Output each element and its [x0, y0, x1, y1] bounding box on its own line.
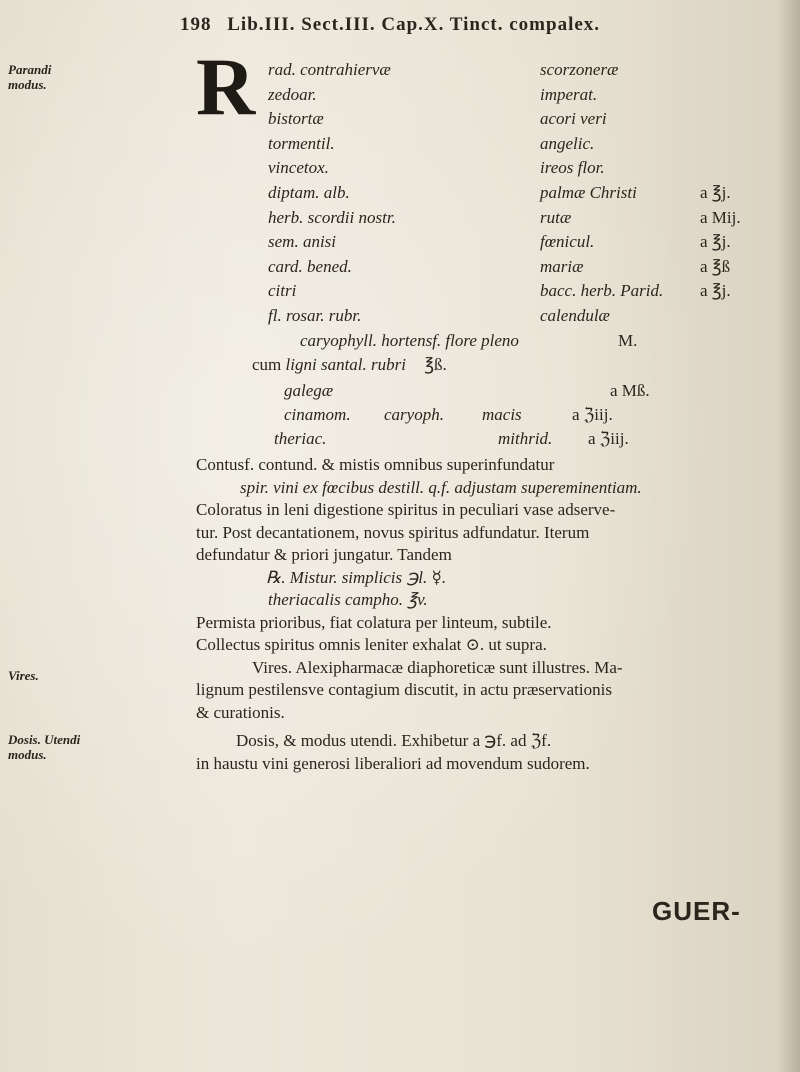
ingredient: tormentil. — [268, 133, 335, 153]
body-line: Permista prioribus, fiat colatura per linteum, subtile. — [196, 612, 552, 632]
body-line: defundatur & priori jungatur. Tandem — [196, 545, 452, 564]
recipe-qty: a ℨiij. — [588, 429, 629, 448]
ingredient: rutæ a Mij. — [540, 207, 741, 227]
ingredient-column-left — [268, 58, 396, 329]
ingredient: diptam. alb. — [268, 182, 350, 202]
ingredient: card. bened. — [268, 256, 352, 276]
recipe-line-caryoph: caryoph. — [384, 405, 444, 424]
ingredient: ireos flor. — [540, 158, 605, 178]
ingredient: fl. rosar. rubr. — [268, 305, 362, 325]
body-line: theriacalis campho. ℥v. — [268, 590, 428, 609]
body-line: Dosis, & modus utendi. Exhibetur a ℈f. ad ℨf. — [236, 731, 552, 750]
recipe-line-theriac: theriac. — [274, 429, 327, 448]
margin-note-dosis: Dosis. Utendi modus. — [8, 732, 81, 762]
body-line: lignum pestilensve contagium discutit, in actu præservationis — [196, 680, 612, 699]
body-line: spir. vini ex fœcibus destill. q.f. adjustam supereminentiam. — [240, 477, 642, 497]
body-line: Collectus spiritus omnis leniter exhalat ⊙. ut supra. — [196, 635, 547, 654]
ingredient: vincetox. — [268, 158, 329, 178]
ingredient: palmæ Christi a ℥j. — [540, 182, 731, 202]
ingredient: mariæ a ℥ß — [540, 256, 731, 276]
recipe-line-macis: macis — [482, 405, 522, 424]
margin-note-parandi: Parandi modus. — [8, 62, 52, 92]
ingredient: calendulæ — [540, 305, 610, 325]
recipe-line-mithrid: mithrid. — [498, 429, 553, 448]
body-line: tur. Post decantationem, novus spiritus adfundatur. Iterum — [196, 522, 590, 542]
page-number: 198 — [180, 14, 212, 35]
ingredient-column-right — [540, 58, 800, 329]
body-line: Coloratus in leni digestione spiritus in peculiari vase adserve- — [196, 500, 616, 519]
ingredient: bistortæ — [268, 109, 324, 129]
recipe-line-cinamom: cinamom. — [284, 405, 351, 424]
recipe-line-cum: cum ligni santal. rubri ℥ß. — [252, 355, 447, 374]
body-line: Contusf. contund. & mistis omnibus superinfundatur — [196, 455, 555, 474]
running-header — [180, 14, 800, 36]
recipe-qty: a Mß. — [610, 381, 650, 400]
ingredient: sem. anisi — [268, 232, 336, 252]
ingredient: imperat. — [540, 84, 598, 104]
ingredient: bacc. herb. Parid. a ℥j. — [540, 281, 731, 301]
body-line: Vires. Alexipharmacæ diaphoreticæ sunt illustres. Ma- — [252, 657, 623, 677]
body-text — [196, 454, 786, 775]
recipe-qty: M. — [618, 331, 638, 350]
ingredient: herb. scordii nostr. — [268, 207, 396, 227]
dropcap: R — [196, 41, 256, 132]
margin-note-vires: Vires. — [8, 668, 39, 683]
body-line: ℞. Mistur. simplicis ℈l. ☿. — [266, 567, 447, 587]
ingredient: citri — [268, 281, 297, 301]
body-line: & curationis. — [196, 702, 285, 722]
ingredient: acori veri — [540, 109, 607, 129]
ingredient: rad. contrahiervæ — [268, 60, 391, 79]
catchword: GUER- — [652, 896, 741, 926]
ingredient: fœnicul. a ℥j. — [540, 232, 731, 252]
ingredient: zedoar. — [268, 84, 317, 104]
body-line: in haustu vini generosi liberaliori ad movendum sudorem. — [196, 753, 590, 773]
ingredient: angelic. — [540, 133, 595, 153]
running-title: Lib.III. Sect.III. Cap.X. Tinct. compalex. — [227, 14, 601, 35]
recipe-qty: a ℨiij. — [572, 405, 613, 424]
ingredient: scorzoneræ — [540, 60, 619, 79]
recipe-line-galega: galegæ — [284, 381, 334, 400]
recipe-line-caryophyll: caryophyll. hortensf. flore pleno — [300, 331, 519, 350]
